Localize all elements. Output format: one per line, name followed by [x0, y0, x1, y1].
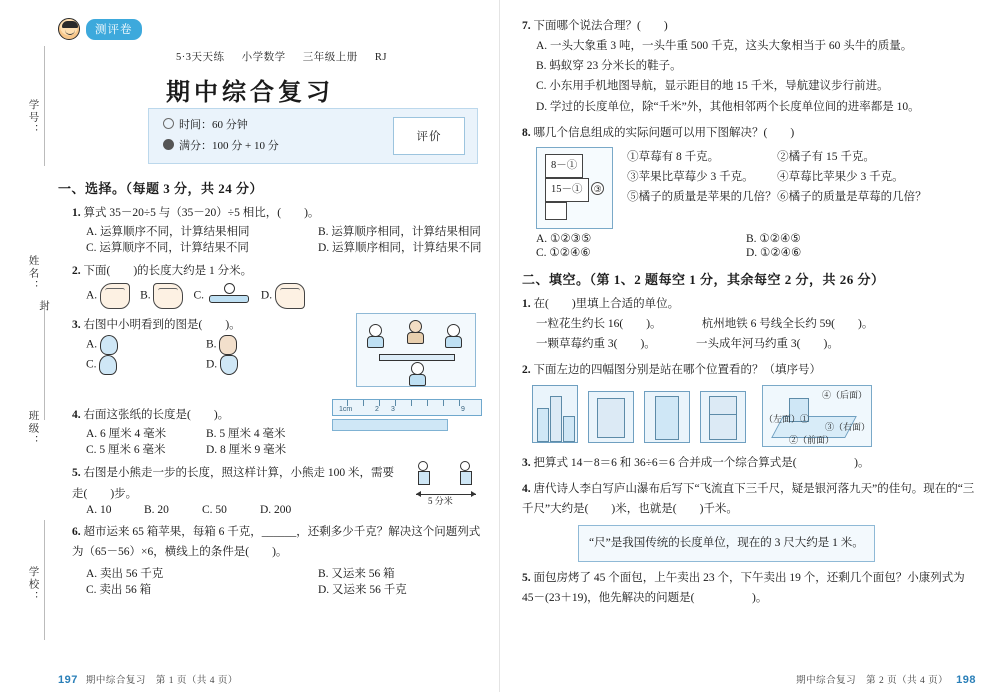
question-6-options-row-1 — [58, 565, 482, 581]
info-item-6: ⑥橘子的质量是草莓的几倍？ — [777, 191, 927, 203]
question-2-option-c[interactable] — [193, 283, 250, 309]
question-4-stem: 右面这张纸的长度是( )。 — [83, 409, 230, 422]
series-publisher: RJ — [374, 52, 387, 63]
question-3-option-b-label: B. — [206, 339, 217, 352]
question-3-option-c-label: C. — [86, 359, 97, 372]
flow-circle-3: ③ — [591, 182, 604, 195]
series-name: 5·3天天练 — [176, 52, 225, 63]
question-8-option-d[interactable]: D. ①②④⑥ — [746, 246, 802, 259]
target-icon — [163, 139, 174, 150]
question-2-option-a-label: A. — [86, 289, 98, 302]
question-8-body — [536, 147, 976, 229]
page-number-right: 198 — [956, 674, 976, 686]
question-6-text — [58, 522, 482, 562]
question-6-option-b[interactable]: B. 又运来 56 箱 — [318, 567, 395, 580]
question-1-option-c[interactable]: C. 运算顺序不同，计算结果不同 — [86, 242, 249, 255]
fill-question-5-stem[interactable]: 面包房烤了 45 个面包，上午卖出 23 个，下午卖出 19 个，还剩几个面包？小康列式为 45－(23＋19)，他先解决的问题是( )。 — [522, 572, 965, 605]
pinch-hand-icon — [100, 283, 130, 309]
question-3-number: 3. — [72, 319, 81, 332]
exam-info-box — [148, 108, 478, 164]
fill-question-5-text — [522, 568, 976, 608]
series-grade: 三年级上册 — [302, 52, 358, 63]
question-4 — [58, 405, 482, 457]
bear-back-icon — [100, 335, 118, 355]
question-4-options-row-2 — [58, 441, 482, 457]
fill-question-4-stem[interactable]: 唐代诗人李白写庐山瀑布后写下“飞流直下三千尺，疑是银河落九天”的佳句。现在的“三千尺”大约是( )米，也就是( )千米。 — [522, 483, 975, 516]
page-number-left: 197 — [58, 674, 78, 686]
brand-logo — [58, 18, 142, 40]
flow-expr-top: 8－① — [545, 154, 583, 178]
margin-item-class: 班级： — [27, 410, 39, 448]
question-3-option-d-label: D. — [206, 359, 218, 372]
desk — [379, 354, 455, 361]
question-6-option-d[interactable]: D. 又运来 56 千克 — [318, 583, 407, 596]
question-5-option-d[interactable]: D. 200 — [260, 503, 292, 516]
view-4 — [700, 391, 746, 443]
question-3-option-a-label: A. — [86, 339, 98, 352]
unit-note-text: “尺”是我国传统的长度单位，现在的 3 尺大约是 1 米。 — [589, 537, 864, 550]
flow-top-row — [545, 154, 604, 178]
question-8-info-list — [627, 147, 927, 207]
fill-question-2-number: 2. — [522, 363, 531, 376]
question-1-option-a[interactable]: A. 运算顺序不同，计算结果相同 — [86, 226, 250, 239]
info-item-4: ④草莓比苹果少 3 千克。 — [777, 170, 904, 183]
question-6 — [58, 522, 482, 597]
question-1 — [58, 203, 482, 255]
fill-question-3 — [522, 453, 976, 473]
fill-question-3-number: 3. — [522, 457, 531, 470]
question-3-option-d[interactable] — [206, 355, 238, 375]
unit-note-box — [578, 525, 875, 562]
margin-rule-mid — [44, 300, 45, 420]
fill-question-5 — [522, 568, 976, 608]
fill-question-1-number: 1. — [522, 297, 531, 310]
iso-label-right: ③（右面） — [824, 422, 870, 433]
question-3-option-a[interactable] — [86, 335, 206, 355]
question-1-text — [58, 203, 482, 223]
building-views — [532, 385, 746, 443]
exam-time-row — [163, 115, 393, 136]
question-7-text — [522, 16, 976, 36]
question-5 — [58, 463, 482, 515]
question-2-options — [58, 283, 482, 309]
student-right — [445, 324, 461, 348]
margin-item-student-id: 学号： — [27, 99, 39, 137]
question-8-options-row-2 — [522, 245, 976, 259]
span-hand-icon — [153, 283, 183, 309]
question-5-options — [58, 504, 482, 516]
question-4-option-c[interactable]: C. 5 厘米 6 毫米 — [86, 444, 166, 457]
fill-question-2-text — [522, 360, 976, 380]
question-8-stem: 哪几个信息组成的实际问题可以用下图解决？( ) — [533, 126, 795, 139]
bear-walking-icon-2 — [460, 461, 474, 487]
question-7-option-d[interactable]: D. 学过的长度单位，除“千米”外，其他相邻两个长度单位间的进率都是 10。 — [536, 100, 920, 113]
question-4-number: 4. — [72, 409, 81, 422]
flow-expr-mid: 15－① — [545, 178, 589, 202]
question-6-option-c[interactable]: C. 卖出 56 箱 — [86, 583, 152, 596]
two-hands-icon — [275, 283, 305, 309]
bear-front-icon — [219, 335, 237, 355]
mascot-face-icon — [58, 18, 80, 40]
exam-score-row — [163, 136, 393, 157]
margin-item-school: 学校： — [27, 565, 39, 603]
question-8-option-a[interactable]: A. ①②③⑤ — [536, 232, 592, 245]
series-info — [176, 49, 401, 64]
fill-question-5-number: 5. — [522, 572, 531, 585]
fill-question-1-text — [522, 294, 976, 314]
question-3 — [58, 315, 482, 399]
isometric-scene — [762, 385, 872, 447]
question-1-option-b[interactable]: B. 运算顺序相同，计算结果相同 — [318, 226, 481, 239]
question-2-option-a[interactable] — [86, 283, 130, 309]
question-5-number: 5. — [72, 467, 81, 480]
question-5-option-c[interactable]: C. 50 — [202, 503, 227, 516]
fill-question-2 — [522, 360, 976, 447]
question-1-options-row-1 — [58, 223, 482, 239]
footer-text-left: 期中综合复习 第 1 页（共 4 页） — [85, 676, 238, 686]
question-2-option-b-label: B. — [140, 289, 151, 302]
view-1 — [532, 385, 578, 443]
question-7-number: 7. — [522, 20, 531, 32]
series-subject: 小学数学 — [241, 52, 286, 63]
margin-item-name: 姓名： — [27, 254, 39, 292]
question-6-option-a[interactable]: A. 卖出 56 千克 — [86, 567, 164, 580]
margin-rule-bottom — [44, 520, 45, 640]
question-8-options-row-1 — [522, 231, 976, 245]
question-1-option-d[interactable]: D. 运算顺序相同，计算结果不同 — [318, 242, 482, 255]
bear-left-icon — [99, 355, 117, 375]
fill-question-2-figure-row — [532, 385, 976, 447]
student-left — [367, 324, 383, 348]
exam-score: 满分：100 分 + 10 分 — [179, 140, 279, 152]
flow-bottom-row — [545, 202, 604, 222]
fill-question-1-line-2[interactable]: 一颗草莓约重 3( )。 一头成年河马约重 3( )。 — [536, 337, 839, 350]
question-1-options-row-2 — [58, 239, 482, 255]
iso-label-front: ②（前面） — [789, 435, 835, 446]
bear-right-icon — [220, 355, 238, 375]
question-2-number: 2. — [72, 265, 81, 278]
fill-question-2-stem: 下面左边的四幅图分别是站在哪个位置看的？（填序号） — [533, 363, 821, 376]
question-7 — [522, 16, 976, 117]
question-8-option-c[interactable]: C. ①②④⑥ — [536, 246, 591, 259]
right-content — [522, 16, 976, 614]
student-front — [409, 362, 425, 386]
fill-question-1-line-1[interactable]: 一粒花生约长 16( )。 杭州地铁 6 号线全长约 59( )。 — [536, 317, 874, 330]
question-8-text — [522, 123, 976, 143]
right-page — [500, 0, 1000, 692]
question-7-option-b[interactable]: B. 蚂蚁穿 23 分米长的鞋子。 — [536, 60, 682, 73]
step-dimension-label: 5 分米 — [428, 496, 453, 507]
question-8-option-b[interactable]: B. ①②④⑤ — [746, 232, 801, 245]
question-2 — [58, 261, 482, 309]
question-3-option-b[interactable] — [206, 335, 237, 355]
question-8 — [522, 123, 976, 259]
exam-time: 时间：60 分钟 — [179, 119, 248, 132]
fill-question-4 — [522, 479, 976, 562]
question-7-option-a[interactable]: A. 一头大象重 3 吨，一头牛重 500 千克，这头大象相当于 60 头牛的质量。 — [536, 40, 913, 53]
view-3 — [644, 391, 690, 443]
page-title: 期中综合复习 — [166, 80, 334, 106]
bear-step-figure — [416, 461, 480, 507]
question-4-option-d[interactable]: D. 8 厘米 9 毫米 — [206, 444, 287, 457]
paper-strip — [332, 419, 448, 431]
view-2 — [588, 391, 634, 443]
footer-right — [796, 672, 976, 686]
fill-question-1 — [522, 294, 976, 354]
question-2-option-d[interactable] — [261, 283, 305, 309]
iso-label-left: （左面）① — [764, 414, 810, 425]
question-2-text — [58, 261, 482, 281]
fill-question-4-note-wrap — [578, 525, 976, 562]
footer-text-right: 期中综合复习 第 2 页（共 4 页） — [796, 676, 949, 686]
left-content — [58, 178, 482, 603]
question-5-option-a[interactable]: A. 10 — [86, 503, 112, 516]
question-4-option-a[interactable]: A. 6 厘米 4 毫米 — [86, 428, 167, 441]
flow-mid-row — [545, 178, 604, 202]
question-7-stem: 下面哪个说法合理？( ) — [533, 20, 668, 32]
question-1-stem: 算式 35－20÷5 与（35－20）÷5 相比，( )。 — [83, 207, 320, 219]
info-item-2: ②橘子有 15 千克。 — [777, 150, 875, 163]
fill-question-4-number: 4. — [522, 483, 531, 496]
evaluation-box: 评价 — [393, 117, 465, 155]
question-5-option-b[interactable]: B. 20 — [144, 503, 169, 516]
bear-toy — [407, 320, 423, 344]
section-heading-2: 二、填空。（第 1、2 题每空 1 分，其余每空 2 分，共 26 分） — [522, 271, 885, 287]
question-2-stem: 下面( )的长度大约是 1 分米。 — [83, 265, 253, 278]
fill-question-3-text — [522, 453, 976, 473]
info-item-5: ⑤橘子的质量是苹果的几倍？ — [627, 191, 777, 203]
question-6-options-row-2 — [58, 581, 482, 597]
footer-left — [58, 672, 238, 686]
arms-spread-icon — [207, 283, 251, 309]
ruler-figure — [332, 399, 482, 431]
section-heading-1: 一、选择。（每题 3 分，共 24 分） — [58, 181, 264, 196]
question-3-option-c[interactable] — [86, 355, 206, 375]
info-item-3: ③苹果比草莓少 3 千克。 — [627, 170, 754, 183]
question-8-number: 8. — [522, 126, 531, 139]
question-2-option-b[interactable] — [140, 283, 183, 309]
fill-question-3-stem[interactable]: 把算式 14－8＝6 和 36÷6＝6 合并成一个综合算式是( )。 — [533, 457, 870, 470]
exam-type-badge: 测评卷 — [86, 19, 142, 40]
bear-walking-icon — [418, 461, 432, 487]
question-4-option-b[interactable]: B. 5 厘米 4 毫米 — [206, 428, 286, 441]
seal-label: 封 — [38, 300, 49, 311]
question-7-option-c[interactable]: C. 小东用手机地图导航，显示距目的地 15 千米，导航建议步行前进。 — [536, 80, 889, 93]
classroom-scene-figure — [356, 313, 476, 387]
question-6-number: 6. — [72, 525, 81, 538]
clock-icon — [163, 118, 174, 129]
question-1-number: 1. — [72, 207, 81, 219]
ruler-icon: 1cm 2 3 9 — [332, 399, 482, 416]
iso-label-back: ④（后面） — [821, 390, 867, 401]
fill-question-1-stem: 在( )里填上合适的单位。 — [533, 297, 680, 310]
question-2-option-c-label: C. — [193, 289, 205, 302]
question-3-stem: 右图中小明看到的图是( )。 — [83, 319, 241, 332]
question-5-stem: 右图是小熊走一步的长度，照这样计算，小熊走 100 米，需要走( )步。 — [72, 467, 394, 500]
fill-question-4-text — [522, 479, 976, 519]
info-item-1: ①草莓有 8 千克。 — [627, 150, 720, 163]
question-8-flow-figure — [536, 147, 613, 229]
question-2-option-d-label: D. — [260, 289, 273, 302]
flow-result-box — [545, 202, 567, 220]
question-6-stem: 超市运来 65 箱苹果，每箱 6 千克，______，还剩多少千克？解决这个问题列式为（65－56）×6，横线上的条件是( )。 — [72, 525, 481, 558]
